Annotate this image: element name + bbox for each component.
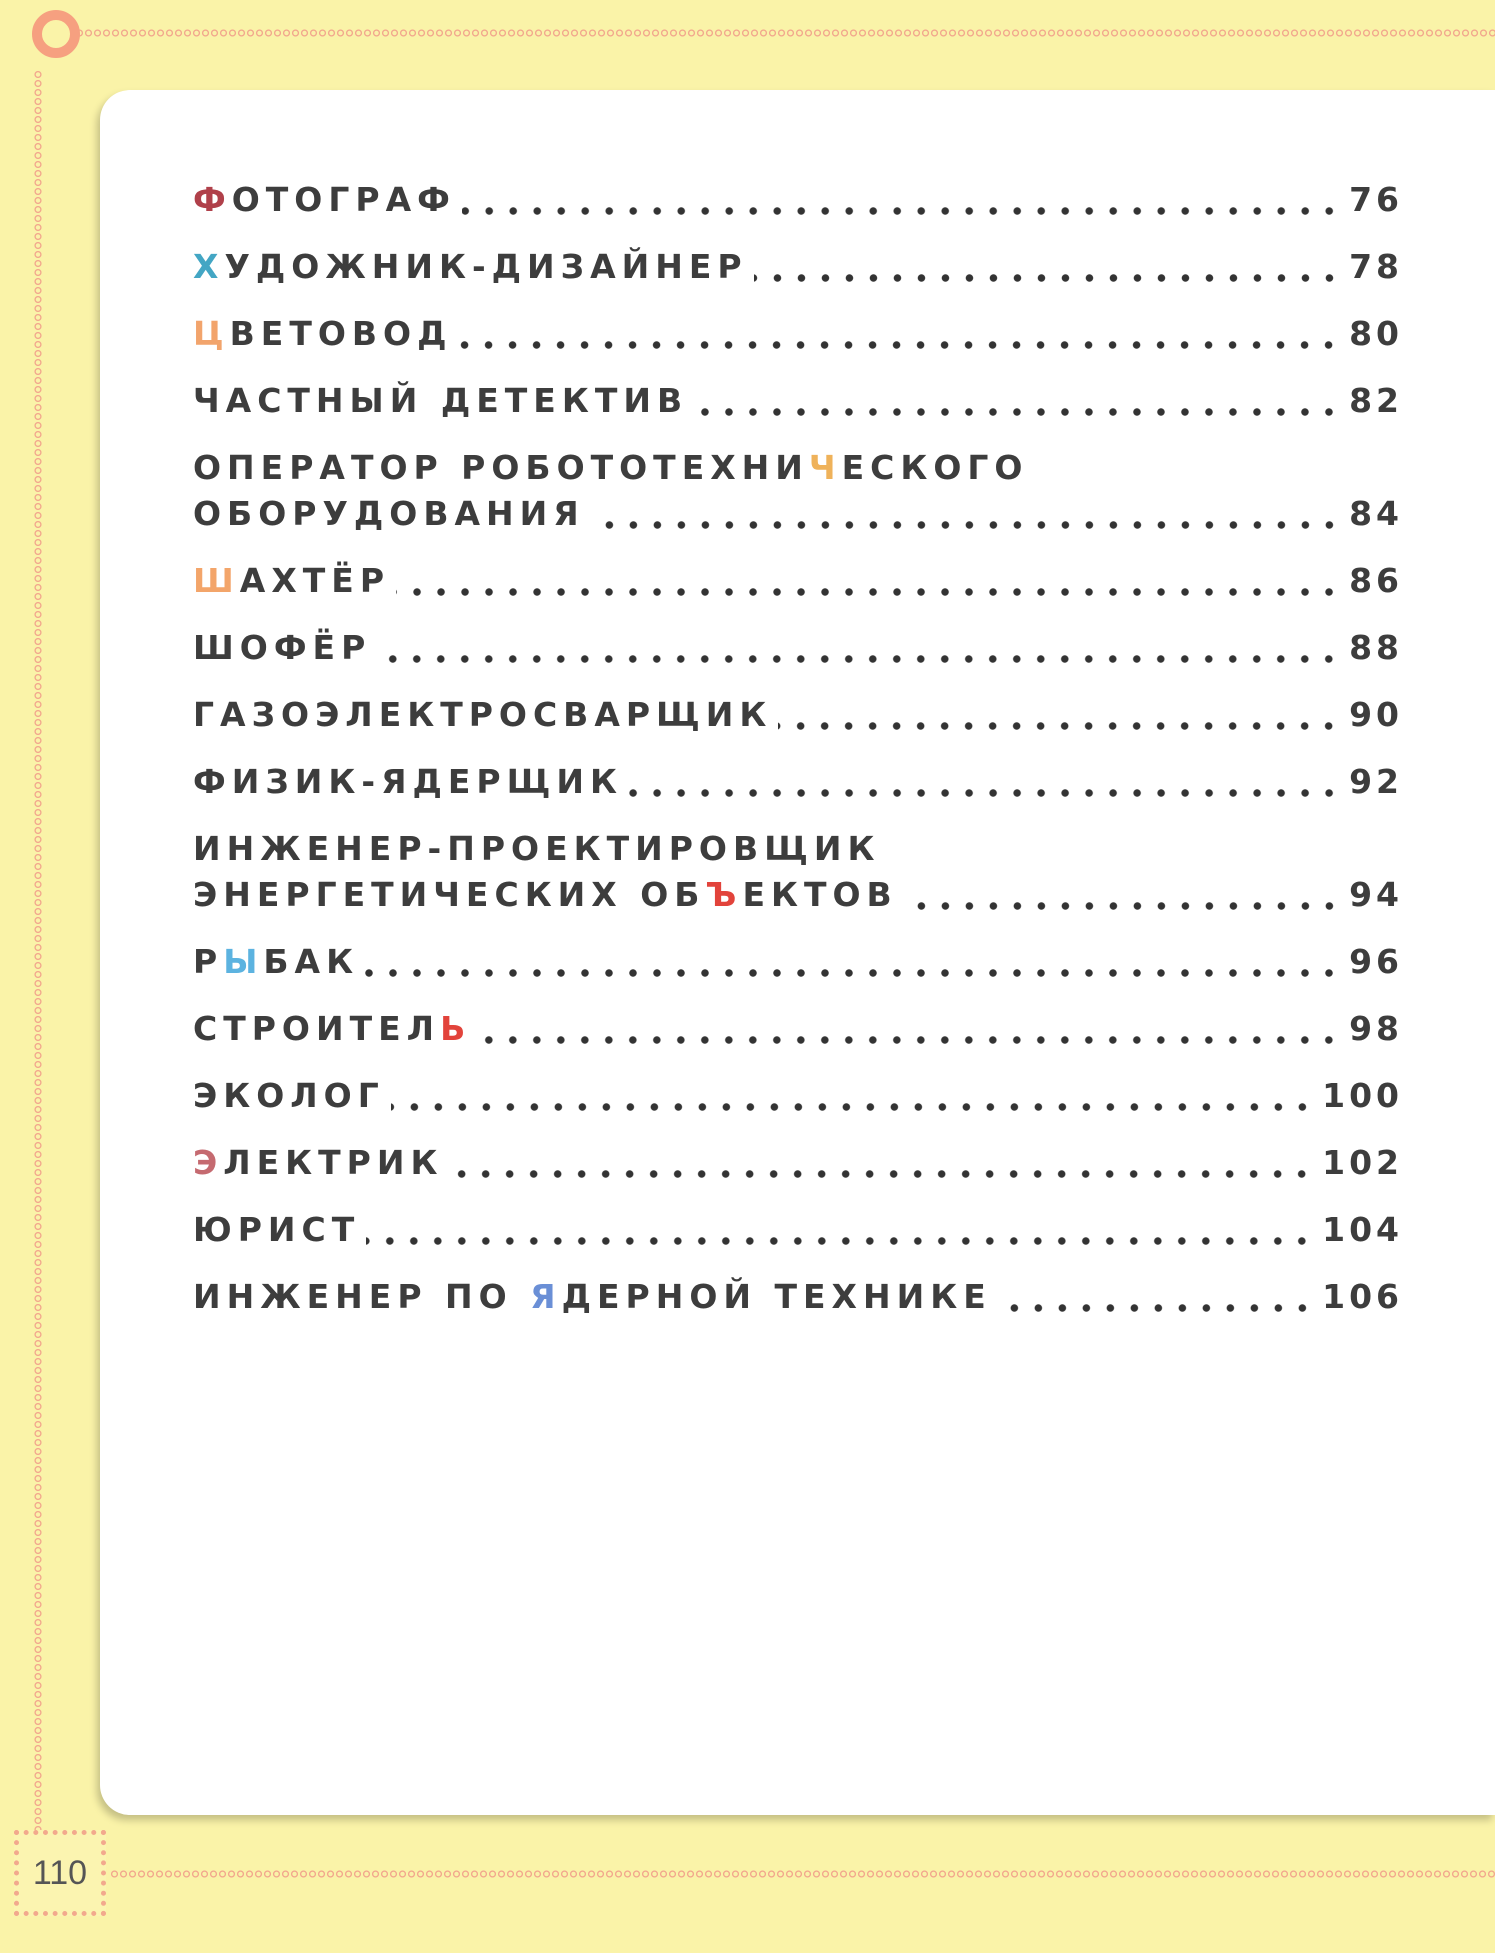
title-text: ЭНЕРГЕТИЧЕСКИХ ОБ <box>193 875 706 914</box>
toc-entry <box>193 1076 1403 1122</box>
toc-line <box>193 381 1403 427</box>
dot-leader <box>458 338 1341 352</box>
highlighted-letter: Ф <box>193 180 232 219</box>
toc-entry <box>193 448 1403 540</box>
dot-leader <box>754 271 1341 285</box>
dot-leader <box>998 1301 1314 1315</box>
highlighted-letter: Ч <box>808 448 842 487</box>
toc-entry <box>193 1210 1403 1256</box>
toc-line <box>193 628 1403 674</box>
toc-page-number: 104 <box>1322 1210 1403 1249</box>
highlighted-letter: Х <box>193 247 225 286</box>
highlighted-letter: Ъ <box>705 875 743 914</box>
toc-title <box>193 875 898 914</box>
toc-line <box>193 1277 1403 1323</box>
corner-ring-ornament <box>32 10 80 58</box>
toc-entry <box>193 561 1403 607</box>
toc-page-number: 78 <box>1349 247 1403 286</box>
highlighted-letter: Ц <box>193 314 230 353</box>
toc-title <box>193 1210 360 1249</box>
dot-leader <box>629 786 1341 800</box>
toc-line <box>193 695 1403 741</box>
toc-line <box>193 180 1403 226</box>
dot-leader <box>366 1234 1314 1248</box>
toc-title <box>193 1143 443 1182</box>
toc-page-number: 100 <box>1322 1076 1403 1115</box>
toc-page-number: 92 <box>1349 762 1403 801</box>
toc-title <box>193 762 623 801</box>
toc-page-number: 94 <box>1349 875 1403 914</box>
title-text: ОБОРУДОВАНИЯ <box>193 494 585 533</box>
title-text: ДЕРНОЙ ТЕХНИКЕ <box>561 1277 992 1316</box>
toc-entry <box>193 942 1403 988</box>
title-text: ГАЗОЭЛЕКТРОСВАРЩИК <box>193 695 773 734</box>
toc-line <box>193 762 1403 808</box>
toc-title <box>193 561 390 600</box>
toc-line <box>193 1143 1403 1189</box>
title-text: АХТЁР <box>239 561 391 600</box>
toc-title-line <box>193 448 1403 494</box>
highlighted-letter: Я <box>530 1277 562 1316</box>
dot-leader <box>391 1100 1314 1114</box>
toc-page-number: 76 <box>1349 180 1403 219</box>
toc-line <box>193 1009 1403 1055</box>
toc-page-number: 84 <box>1349 494 1403 533</box>
toc-page-number: 106 <box>1322 1277 1403 1316</box>
dot-leader <box>591 518 1341 532</box>
toc-entry <box>193 1277 1403 1323</box>
toc-page-number: 86 <box>1349 561 1403 600</box>
toc-entry <box>193 1009 1403 1055</box>
title-text: ИНЖЕНЕР ПО <box>193 1277 531 1316</box>
title-text: ЧАСТНЫЙ ДЕТЕКТИВ <box>193 381 689 420</box>
title-text: ЛЕКТРИК <box>223 1143 444 1182</box>
decorative-border-left <box>32 70 44 1830</box>
title-text: ЭКОЛОГ <box>193 1076 385 1115</box>
toc-title <box>193 829 880 868</box>
dot-leader <box>778 719 1341 733</box>
title-text: БАК <box>263 942 360 981</box>
toc-title <box>193 1009 471 1048</box>
toc-title <box>193 381 688 420</box>
title-text: ОТОГРАФ <box>231 180 456 219</box>
title-text: УДОЖНИК-ДИЗАЙНЕР <box>224 247 748 286</box>
title-text: Р <box>193 942 224 981</box>
decorative-border-top <box>75 27 1495 39</box>
toc-title <box>193 314 452 353</box>
toc-entry <box>193 314 1403 360</box>
title-text: ЕСКОГО <box>841 448 1029 487</box>
toc-entry <box>193 628 1403 674</box>
title-text: ЕКТОВ <box>742 875 898 914</box>
toc-entry <box>193 1143 1403 1189</box>
toc-title <box>193 628 371 667</box>
title-text: ШОФЁР <box>193 628 372 667</box>
dot-leader <box>694 405 1341 419</box>
toc-title-line <box>193 829 1403 875</box>
toc-page-number: 98 <box>1349 1009 1403 1048</box>
toc-entry <box>193 829 1403 921</box>
toc-title <box>193 247 748 286</box>
title-text: ОПЕРАТОР РОБОТОТЕХНИ <box>193 448 809 487</box>
toc-title <box>193 1076 385 1115</box>
toc-page-number: 80 <box>1349 314 1403 353</box>
highlighted-letter: Ь <box>440 1009 472 1048</box>
toc-line <box>193 494 1403 540</box>
highlighted-letter: Э <box>193 1143 224 1182</box>
page-number: 110 <box>32 1853 88 1892</box>
dot-leader <box>377 652 1341 666</box>
toc-line <box>193 1210 1403 1256</box>
table-of-contents <box>193 180 1403 1344</box>
decorative-border-bottom <box>110 1868 1495 1880</box>
toc-entry <box>193 762 1403 808</box>
dot-leader <box>449 1167 1314 1181</box>
highlighted-letter: Ш <box>193 561 240 600</box>
toc-title <box>193 695 772 734</box>
toc-line <box>193 1076 1403 1122</box>
toc-title <box>193 494 585 533</box>
toc-page-number: 82 <box>1349 381 1403 420</box>
toc-page-number: 88 <box>1349 628 1403 667</box>
toc-page-number: 90 <box>1349 695 1403 734</box>
toc-title <box>193 448 1028 487</box>
toc-line <box>193 314 1403 360</box>
toc-title <box>193 1277 992 1316</box>
dot-leader <box>365 966 1341 980</box>
toc-line <box>193 875 1403 921</box>
toc-page-number: 96 <box>1349 942 1403 981</box>
dot-leader <box>477 1033 1341 1047</box>
toc-line <box>193 561 1403 607</box>
highlighted-letter: Ы <box>223 942 264 981</box>
title-text: ВЕТОВОД <box>229 314 453 353</box>
toc-entry <box>193 695 1403 741</box>
toc-page-number: 102 <box>1322 1143 1403 1182</box>
dot-leader <box>462 204 1341 218</box>
toc-entry <box>193 381 1403 427</box>
dot-leader <box>904 899 1341 913</box>
title-text: СТРОИТЕЛ <box>193 1009 441 1048</box>
title-text: ЮРИСТ <box>193 1210 361 1249</box>
title-text: ФИЗИК-ЯДЕРЩИК <box>193 762 623 801</box>
toc-entry <box>193 180 1403 226</box>
toc-title <box>193 180 456 219</box>
toc-entry <box>193 247 1403 293</box>
page-number-box <box>14 1830 106 1916</box>
title-text: ИНЖЕНЕР-ПРОЕКТИРОВЩИК <box>193 829 881 868</box>
toc-title <box>193 942 359 981</box>
toc-line <box>193 942 1403 988</box>
dot-leader <box>396 585 1341 599</box>
toc-line <box>193 247 1403 293</box>
